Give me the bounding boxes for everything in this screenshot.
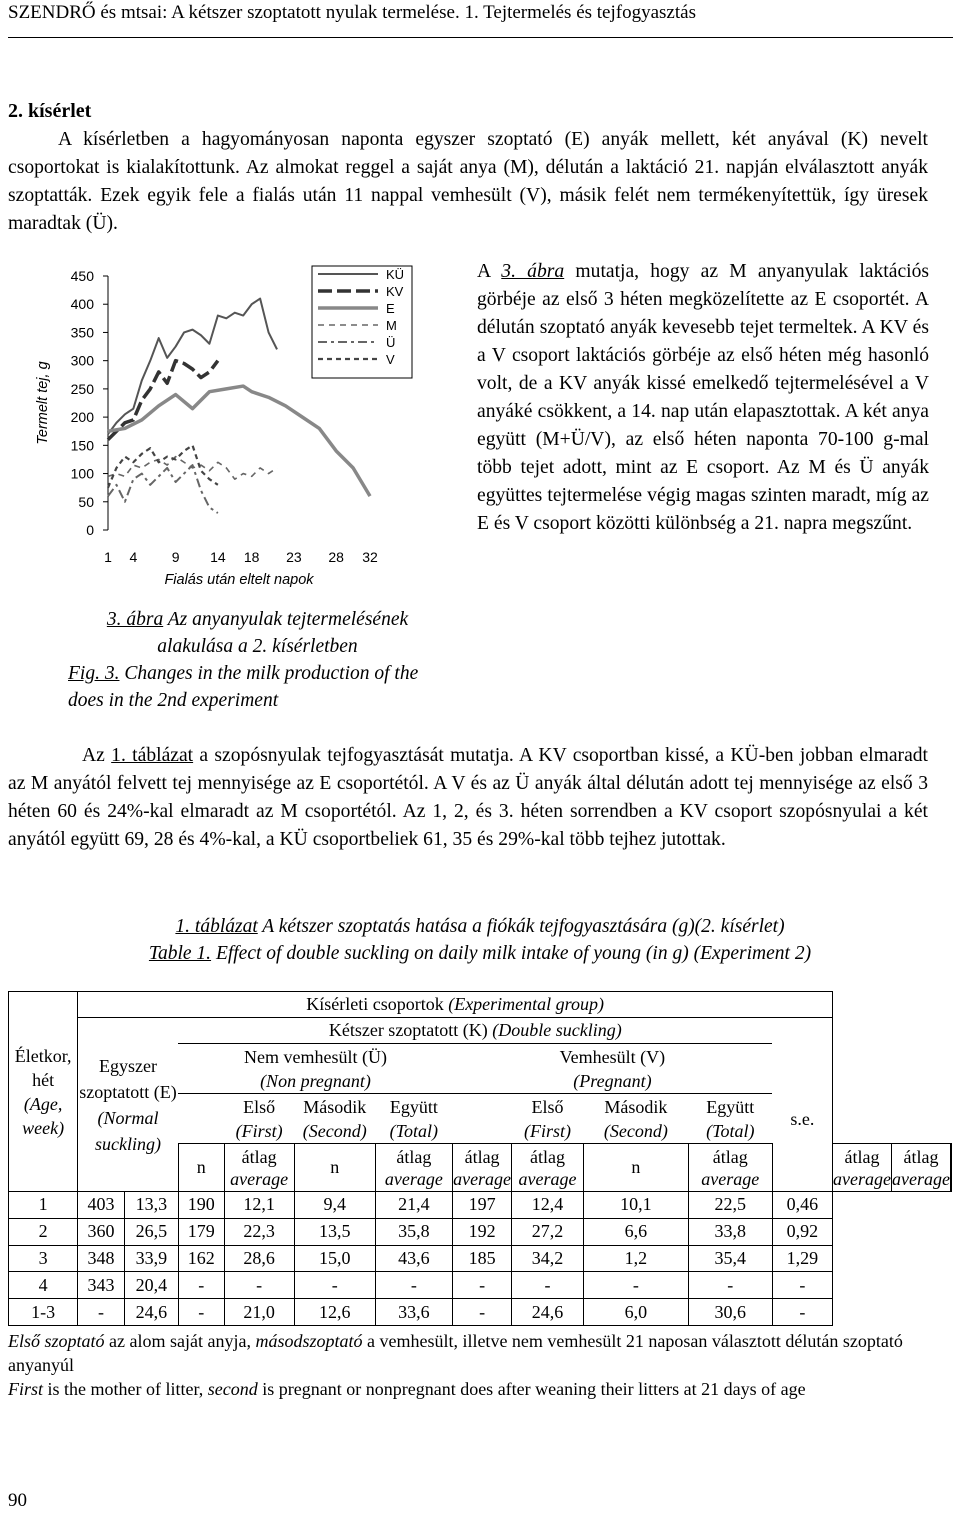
y-tick-label: 350: [70, 324, 94, 341]
table-row: [9, 1192, 952, 1219]
x-tick-label: 28: [328, 549, 344, 565]
table-cell: 13,3: [124, 1192, 178, 1219]
n-header: n: [294, 1144, 375, 1192]
table-footnote: Első szoptató az alom saját anyja, másodszoptató a vemhesült, illetve nem vemhesült 21 naposan választott délután szoptató anyanyúl First is the mother of litter, second is pregnant or nonpregnant does after weaning their litters at 21 days of age: [8, 1331, 903, 1399]
table-row: [9, 1245, 952, 1272]
figure-ref-link[interactable]: 3. ábra: [501, 261, 565, 282]
y-tick-label: 50: [78, 493, 94, 510]
legend-label: Ü: [386, 335, 396, 350]
paragraph-table-discussion: [8, 742, 928, 854]
x-tick-label: 32: [362, 549, 378, 565]
experimental-group-header: Kísérleti csoportok (Experimental group): [78, 992, 833, 1018]
table-cell: 22,5: [688, 1192, 772, 1219]
legend-label: M: [386, 318, 397, 333]
figure-caption-hu: Az anyanyulak tejtermelésének alakulása a 2. kísérletben: [157, 609, 409, 657]
table-cell: 1,2: [583, 1245, 688, 1272]
table-cell: 1,29: [772, 1245, 832, 1272]
single-suckling-header: Egyszer szoptatott (E) (Normal suckling): [78, 1018, 179, 1192]
table-cell: 403: [78, 1192, 125, 1219]
x-tick-label: 1: [104, 549, 112, 565]
table-cell: -: [178, 1272, 224, 1299]
table-cell: 24,6: [512, 1299, 584, 1326]
chart-legend: [312, 266, 412, 378]
table-cell: 33,9: [124, 1245, 178, 1272]
x-tick-label: 23: [286, 549, 302, 565]
first-header-v: Első (First): [512, 1094, 584, 1144]
avg-header: átlag average: [224, 1144, 294, 1192]
table-row: [9, 1299, 952, 1326]
n-header: n: [583, 1144, 688, 1192]
table-cell: 360: [78, 1218, 125, 1245]
table-cell: 185: [453, 1245, 512, 1272]
table-cell: 4: [9, 1272, 78, 1299]
paragraph-intro: A kísérletben a hagyományosan naponta egyszer szoptató (E) anyák mellett, két anyával (K) nevelt csoportokat is kialakítottunk. Az almokat reggel a saját anya (M), délután a laktáció 21. napján elválasztott anyák szoptatták. Ezek egyik fele a fialás után 11 nappal vemhesült (V), másik felét nem termékenyítettük, így üresek maradtak (Ü).: [8, 129, 928, 234]
figure-caption-en-ref[interactable]: Fig. 3.: [68, 663, 120, 684]
table-cell: -: [512, 1272, 584, 1299]
table-cell: 12,6: [294, 1299, 375, 1326]
table-cell: 20,4: [124, 1272, 178, 1299]
table-cell: -: [78, 1299, 125, 1326]
avg-header: átlag average: [833, 1144, 892, 1192]
table-cell: 179: [178, 1218, 224, 1245]
table-cell: 35,4: [688, 1245, 772, 1272]
table-caption-hu: A kétszer szoptatás hatása a fiókák tejfogyasztására (g)(2. kísérlet): [257, 916, 785, 937]
table-caption: [90, 913, 870, 967]
se-header: s.e.: [772, 1018, 832, 1192]
table-cell: 21,4: [375, 1192, 452, 1219]
table-cell: 2: [9, 1218, 78, 1245]
y-tick-label: 100: [70, 465, 94, 482]
y-tick-label: 200: [70, 409, 94, 426]
nonpregnant-header: Nem vemhesült (Ü) (Non pregnant): [178, 1044, 452, 1094]
x-tick-label: 9: [171, 549, 180, 565]
table-caption-ref[interactable]: 1. táblázat: [175, 916, 258, 937]
table-cell: -: [453, 1272, 512, 1299]
double-suckling-header: Kétszer szoptatott (K) (Double suckling): [178, 1018, 772, 1044]
table-cell: -: [375, 1272, 452, 1299]
milk-production-chart: [0, 252, 470, 592]
total-header: Együtt (Total): [375, 1094, 452, 1144]
second-header: Második (Second): [294, 1094, 375, 1144]
table-cell: -: [772, 1299, 832, 1326]
y-tick-label: 150: [70, 437, 94, 454]
avg-header: átlag average: [453, 1144, 512, 1192]
table-cell: 9,4: [294, 1192, 375, 1219]
section-title: 2. kísérlet: [8, 100, 92, 122]
paragraph-figure-discussion: [477, 258, 929, 538]
y-tick-label: 450: [70, 268, 94, 284]
second-header-v: Második (Second): [583, 1094, 688, 1144]
table-cell: 0,92: [772, 1218, 832, 1245]
para-right-a: A: [477, 261, 502, 282]
table-cell: 190: [178, 1192, 224, 1219]
table-ref-link[interactable]: 1. táblázat: [111, 745, 194, 766]
avg-header: átlag average: [892, 1144, 951, 1192]
y-tick-label: 300: [70, 352, 94, 369]
table-cell: 27,2: [512, 1218, 584, 1245]
table-row: [9, 1272, 952, 1299]
table-cell: -: [224, 1272, 294, 1299]
figure-caption: [70, 606, 445, 714]
table-caption-en: Effect of double suckling on daily milk intake of young (in g) (Experiment 2): [211, 943, 812, 964]
header-title: és mtsai: A kétszer szoptatott nyulak termelése. 1. Tejtermelés és tejfogyasztás: [95, 2, 696, 23]
table-cell: 348: [78, 1245, 125, 1272]
y-tick-label: 400: [70, 296, 94, 313]
table-cell: -: [583, 1272, 688, 1299]
y-tick-label: 0: [86, 522, 94, 538]
table-cell: 1: [9, 1192, 78, 1219]
table-cell: 12,4: [512, 1192, 584, 1219]
table-cell: 162: [178, 1245, 224, 1272]
table-cell: 197: [453, 1192, 512, 1219]
age-header: Életkor, hét (Age, week): [9, 992, 78, 1192]
table-cell: 35,8: [375, 1218, 452, 1245]
table-cell: 24,6: [124, 1299, 178, 1326]
avg-header: átlag average: [688, 1144, 772, 1192]
x-tick-label: 18: [243, 549, 260, 565]
series-line-0: [108, 299, 277, 434]
header-author: SZENDRŐ: [8, 2, 96, 23]
y-axis-label: Termelt tej, g: [35, 361, 51, 445]
table-cell: 343: [78, 1272, 125, 1299]
figure-caption-ref[interactable]: 3. ábra: [106, 609, 164, 630]
n-header: n: [178, 1144, 224, 1192]
table-cell: 21,0: [224, 1299, 294, 1326]
table-cell: -: [772, 1272, 832, 1299]
table-cell: 15,0: [294, 1245, 375, 1272]
table-cell: 28,6: [224, 1245, 294, 1272]
page-number: 90: [8, 1490, 27, 1511]
table-row: [9, 1218, 952, 1245]
table-cell: 192: [453, 1218, 512, 1245]
table-cell: 13,5: [294, 1218, 375, 1245]
table-cell: 33,6: [375, 1299, 452, 1326]
first-header: Első (First): [224, 1094, 294, 1144]
legend-label: V: [386, 352, 395, 367]
para2-a: Az: [82, 745, 112, 766]
running-header: [8, 2, 696, 24]
legend-label: KÜ: [386, 267, 405, 282]
pregnant-header: Vemhesült (V) (Pregnant): [453, 1044, 773, 1094]
table-cell: -: [178, 1299, 224, 1326]
milk-intake-table: [8, 991, 952, 1326]
x-axis-label: Fialás után eltelt napok: [164, 572, 314, 588]
table-cell: 3: [9, 1245, 78, 1272]
table-cell: -: [453, 1299, 512, 1326]
avg-header: átlag average: [375, 1144, 452, 1192]
y-tick-label: 250: [70, 380, 94, 397]
table-cell: 1-3: [9, 1299, 78, 1326]
legend-label: KV: [386, 284, 404, 299]
table-cell: 26,5: [124, 1218, 178, 1245]
series-line-5: [108, 445, 218, 487]
header-rule: [8, 37, 953, 38]
table-cell: 12,1: [224, 1192, 294, 1219]
x-tick-label: 14: [210, 549, 226, 565]
table-cell: 0,46: [772, 1192, 832, 1219]
table-cell: -: [294, 1272, 375, 1299]
x-tick-label: 4: [129, 549, 138, 565]
legend-label: E: [386, 301, 395, 316]
table-cell: 6,6: [583, 1218, 688, 1245]
legend-box: [312, 266, 412, 378]
para2-text: a szopósnyulak tejfogyasztását mutatja. A KV csoportban kissé, a KÜ-ben jobban elmaradt az M anyától felvett tej mennyisége az E csoportétól. A V és az Ü anyák által délután adott tej mennyisége az első 3 héten 60 és 24%-kal elmaradt az M csoportétól. Az 1, 2, és 3. héten sorrendben a KV csoport szopósnyulai a két anyától együtt 69, 28 és 4%-kal, a KÜ csoportbeliek 61, 35 és 29%-kal több tejhez jutottak.: [8, 745, 929, 850]
table-cell: 34,2: [512, 1245, 584, 1272]
table-caption-en-ref[interactable]: Table 1.: [148, 943, 212, 964]
table-cell: 10,1: [583, 1192, 688, 1219]
table-cell: 43,6: [375, 1245, 452, 1272]
table-cell: 33,8: [688, 1218, 772, 1245]
para-right-text: mutatja, hogy az M anyanyulak laktációs görbéje az első 3 héten megközelítette az E csoportét. A délután szoptató anyák kevesebb tejet termeltek. A KV és a V csoport laktációs görbéje az első héten még hasonló volt, de a KV anyák kissé emelkedő tejtermelésével a V anyáké csökkent, a 14. nap után elapasztottak. A két anya együtt (M+Ü/V), az első héten naponta 70-100 g-mal több tejet adott, mint az E csoport. Az M és Ü anyák együttes tejtermelése végig magas szinten maradt, míg az E és V csoport közötti különbség a 21. napra megszűnt.: [477, 261, 930, 534]
total-header-v: Együtt (Total): [688, 1094, 772, 1144]
avg-header: átlag average: [512, 1144, 584, 1192]
figure-caption-en: Changes in the milk production of the does in the 2nd experiment: [68, 663, 419, 711]
table-cell: 22,3: [224, 1218, 294, 1245]
table-cell: 6,0: [583, 1299, 688, 1326]
table-cell: 30,6: [688, 1299, 772, 1326]
table-cell: -: [688, 1272, 772, 1299]
